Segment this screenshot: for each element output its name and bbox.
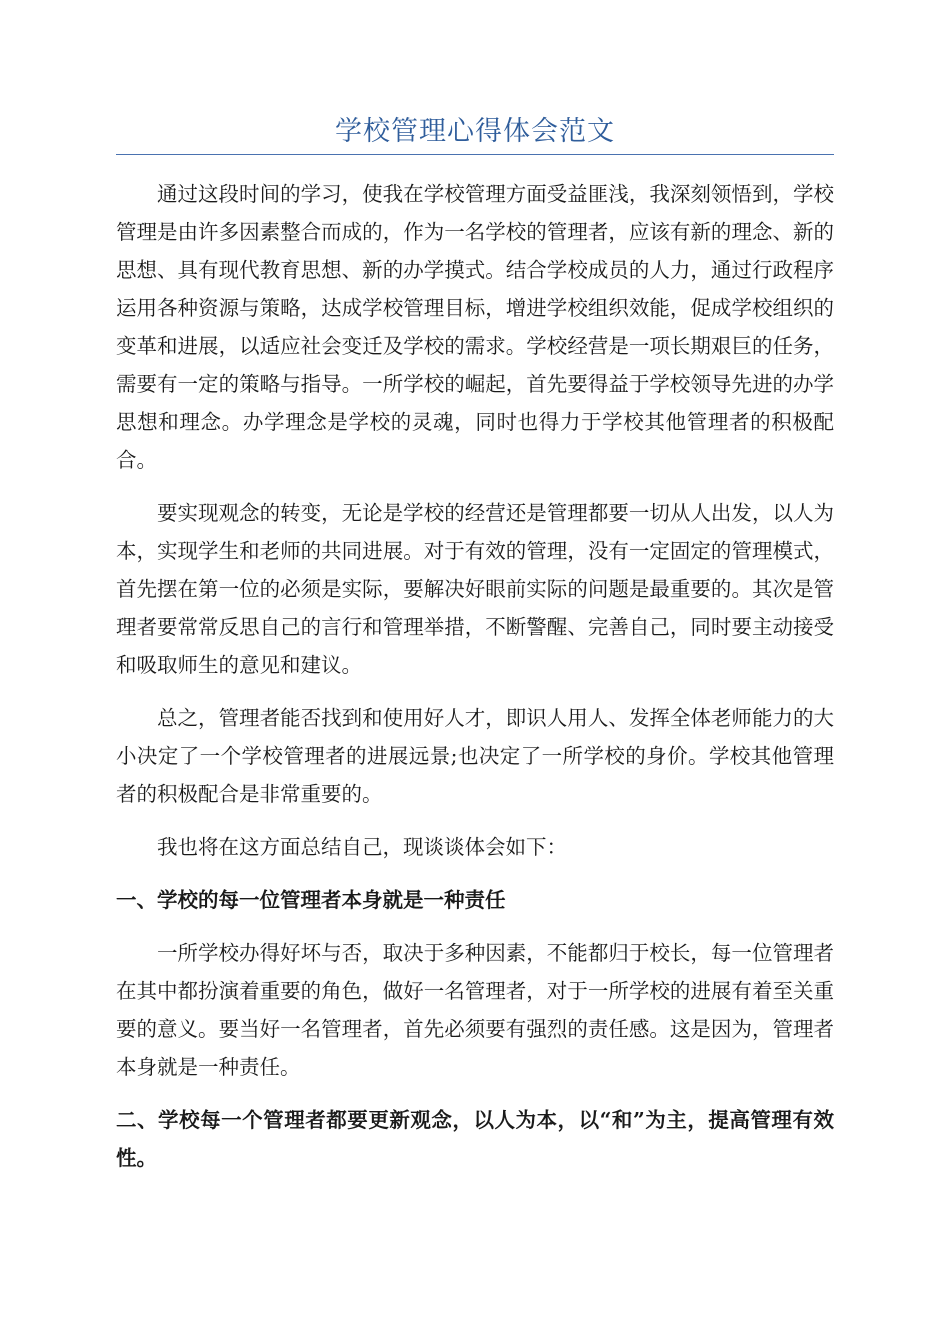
section-2-heading: 二、学校每一个管理者都要更新观念，以人为本，以“和”为主，提高管理有效性。 [116, 1108, 834, 1170]
intro-paragraph-3: 总之，管理者能否找到和使用好人才，即识人用人、发挥全体老师能力的大小决定了一个学校管理者的进展远景;也决定了一所学校的身价。学校其他管理者的积极配合是非常重要的。 [116, 706, 834, 806]
intro-paragraph-1: 通过这段时间的学习，使我在学校管理方面受益匪浅，我深刻领悟到，学校管理是由许多因素整合而成的，作为一名学校的管理者，应该有新的理念、新的思想、具有现代教育思想、新的办学摸式。结合学校成员的人力，通过行政程序运用各种资源与策略，达成学校管理目标，增进学校组织效能，促成学校组织的变革和进展，以适应社会变迁及学校的需求。学校经营是一项长期艰巨的任务，需要有一定的策略与指导。一所学校的崛起，首先要得益于学校领导先进的办学思想和理念。办学理念是学校的灵魂，同时也得力于学校其他管理者的积极配合。 [116, 182, 834, 472]
section-1-heading: 一、学校的每一位管理者本身就是一种责任 [116, 888, 506, 912]
intro-paragraph-2: 要实现观念的转变，无论是学校的经营还是管理都要一切从人出发，以人为本，实现学生和老师的共同进展。对于有效的管理，没有一定固定的管理模式，首先摆在第一位的必须是实际，要解决好眼前实际的问题是最重要的。其次是管理者要常常反思自己的言行和管理举措，不断警醒、完善自己，同时要主动接受和吸取师生的意见和建议。 [116, 501, 834, 677]
title-underline [116, 154, 834, 155]
document-title: 学校管理心得体会范文 [335, 116, 615, 147]
section-1-body: 一所学校办得好坏与否，取决于多种因素，不能都归于校长，每一位管理者在其中都扮演着重要的角色，做好一名管理者，对于一所学校的进展有着至关重要的意义。要当好一名管理者，首先必须要有强烈的责任感。这是因为，管理者本身就是一种责任。 [116, 941, 834, 1079]
intro-paragraph-4: 我也将在这方面总结自己，现谈谈体会如下： [157, 835, 567, 859]
document-page [116, 112, 834, 1192]
